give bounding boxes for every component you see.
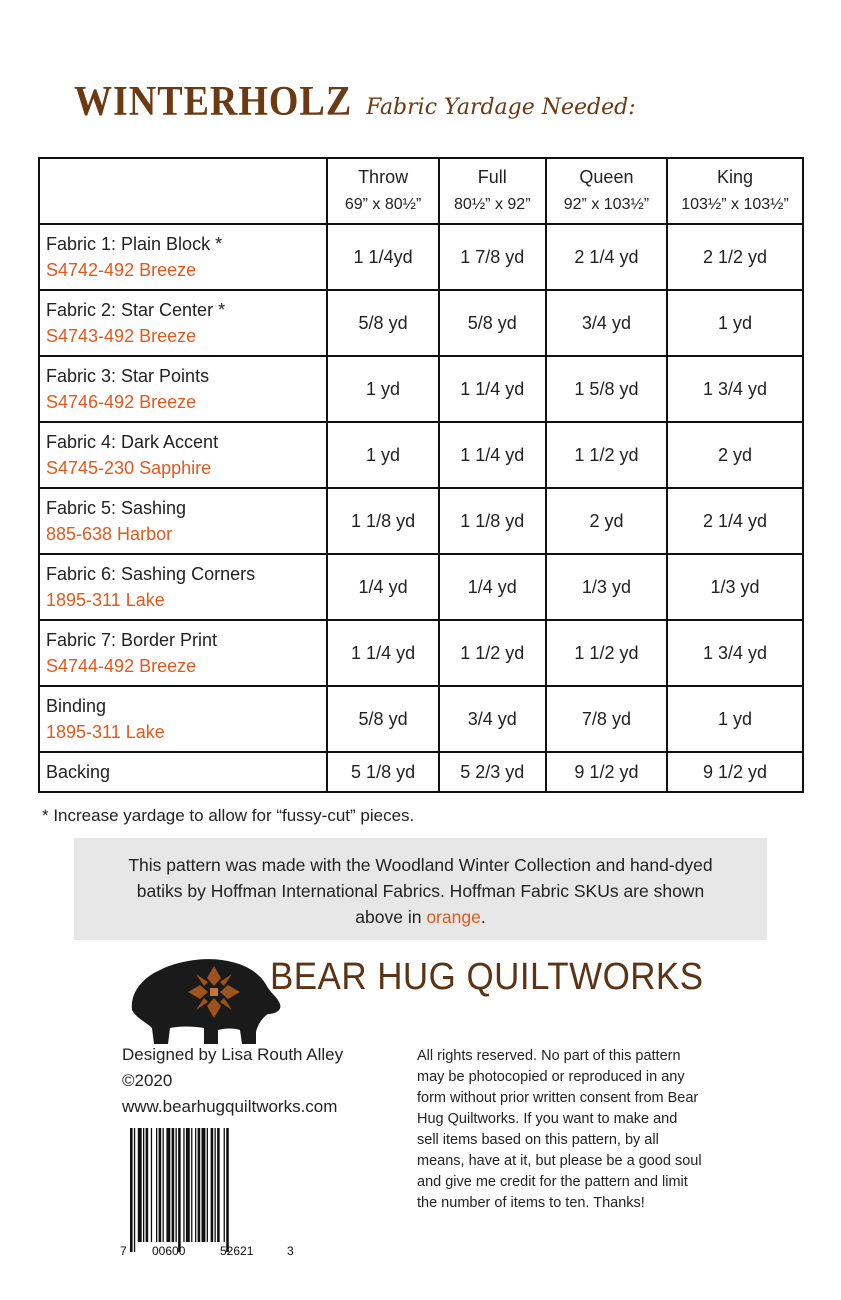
info-line-2: batiks by Hoffman International Fabrics. Hoffman Fabric SKUs are shown <box>136 881 705 901</box>
yardage-value: 1 1/2 yd <box>546 422 667 488</box>
yardage-value: 1 1/4 yd <box>327 620 438 686</box>
barcode-bar <box>146 1128 149 1242</box>
fabric-cell <box>39 488 327 554</box>
fabric-label: Fabric 6: Sashing Corners <box>46 564 256 584</box>
fabric-cell <box>39 290 327 356</box>
yardage-value: 1 1/8 yd <box>327 488 438 554</box>
info-line-1: This pattern was made with the Woodland Winter Collection and hand-dyed <box>128 855 713 875</box>
info-period: . <box>480 907 486 927</box>
designer: Designed by Lisa Routh Alley <box>122 1045 344 1064</box>
info-line-3: above in <box>355 907 427 927</box>
yardage-value: 9 1/2 yd <box>546 752 667 792</box>
yardage-value: 1/4 yd <box>327 554 438 620</box>
fabric-cell <box>39 422 327 488</box>
info-orange-word: orange <box>426 907 481 927</box>
fabric-sku: S4742-492 Breeze <box>46 260 197 280</box>
table-header-row <box>39 158 803 224</box>
yardage-value: 1 1/4 yd <box>439 422 546 488</box>
yardage-value: 1 yd <box>327 422 438 488</box>
fabric-label: Fabric 5: Sashing <box>46 498 187 518</box>
fabric-label: Fabric 3: Star Points <box>46 366 210 386</box>
barcode-icon <box>120 1128 295 1260</box>
table-row <box>39 554 803 620</box>
fabric-cell <box>39 686 327 752</box>
fabric-label: Backing <box>46 762 111 782</box>
barcode-bar <box>130 1128 133 1252</box>
yardage-value: 1 1/4 yd <box>439 356 546 422</box>
barcode-bar <box>191 1128 192 1242</box>
yardage-value: 1 3/4 yd <box>667 356 803 422</box>
barcode-bar <box>211 1128 214 1242</box>
fabric-sku: S4746-492 Breeze <box>46 392 197 412</box>
yardage-value: 5 2/3 yd <box>439 752 546 792</box>
table-row <box>39 686 803 752</box>
barcode-digits-2: 00600 <box>152 1244 186 1258</box>
header-king: King 103½” x 103½” <box>667 158 803 224</box>
fabric-label: Binding <box>46 696 107 716</box>
yardage-value: 1/3 yd <box>546 554 667 620</box>
copyright: ©2020 <box>122 1071 173 1090</box>
barcode-bar <box>217 1128 220 1242</box>
info-box <box>74 838 767 940</box>
yardage-value: 2 yd <box>667 422 803 488</box>
barcode-digit-4: 3 <box>287 1244 294 1258</box>
fabric-sku: S4745-230 Sapphire <box>46 458 212 478</box>
yardage-value: 9 1/2 yd <box>667 752 803 792</box>
fabric-cell <box>39 554 327 620</box>
yardage-value: 1 3/4 yd <box>667 620 803 686</box>
fabric-label: Fabric 4: Dark Accent <box>46 432 219 452</box>
header-throw: Throw 69” x 80½” <box>327 158 438 224</box>
yardage-value: 1 1/2 yd <box>546 620 667 686</box>
yardage-value: 3/4 yd <box>546 290 667 356</box>
footnote: * Increase yardage to allow for “fussy-cut” pieces. <box>42 806 415 825</box>
yardage-value: 1 yd <box>667 686 803 752</box>
header-full: Full 80½” x 92” <box>439 158 546 224</box>
barcode-bar <box>215 1128 216 1242</box>
barcode-bar <box>143 1128 144 1242</box>
barcode-bar <box>178 1128 181 1252</box>
yardage-value: 2 1/4 yd <box>667 488 803 554</box>
yardage-value: 1 5/8 yd <box>546 356 667 422</box>
barcode-digits-3: 52621 <box>220 1244 254 1258</box>
yardage-value: 2 yd <box>546 488 667 554</box>
credits <box>122 1042 343 1120</box>
fabric-label: Fabric 1: Plain Block * <box>46 234 223 254</box>
fabric-cell <box>39 224 327 290</box>
bear-logo-icon <box>122 948 282 1048</box>
company-name: BEAR HUG QUILTWORKS <box>270 956 704 998</box>
header-queen: Queen 92” x 103½” <box>546 158 667 224</box>
table-row <box>39 752 803 792</box>
table-row <box>39 356 803 422</box>
barcode-bar <box>207 1128 208 1242</box>
fabric-cell <box>39 620 327 686</box>
fabric-sku: 885-638 Harbor <box>46 524 173 544</box>
yardage-value: 5/8 yd <box>327 290 438 356</box>
barcode-bar <box>195 1128 196 1242</box>
header-blank <box>39 158 327 224</box>
barcode-bar <box>134 1128 135 1252</box>
barcode-bar <box>224 1128 225 1242</box>
barcode-bar <box>226 1128 229 1252</box>
barcode-bar <box>186 1128 190 1242</box>
table-row <box>39 290 803 356</box>
barcode-bar <box>166 1128 170 1242</box>
yardage-value: 2 1/2 yd <box>667 224 803 290</box>
yardage-table <box>38 157 804 793</box>
yardage-value: 1/4 yd <box>439 554 546 620</box>
barcode-bar <box>183 1128 184 1242</box>
yardage-value: 1 7/8 yd <box>439 224 546 290</box>
table-row <box>39 488 803 554</box>
yardage-value: 1 yd <box>667 290 803 356</box>
yardage-value: 5 1/8 yd <box>327 752 438 792</box>
yardage-value: 2 1/4 yd <box>546 224 667 290</box>
barcode-digit-1: 7 <box>120 1244 127 1258</box>
fabric-sku: 1895-311 Lake <box>46 590 165 610</box>
page-title <box>74 80 636 124</box>
fabric-sku: 1895-311 Lake <box>46 722 165 742</box>
yardage-value: 1 1/2 yd <box>439 620 546 686</box>
barcode-bar <box>159 1128 162 1242</box>
yardage-value: 1/3 yd <box>667 554 803 620</box>
yardage-value: 1 1/4yd <box>327 224 438 290</box>
yardage-value: 3/4 yd <box>439 686 546 752</box>
fabric-sku: S4743-492 Breeze <box>46 326 197 346</box>
brand-title: WINTERHOLZ <box>74 78 353 126</box>
yardage-value: 7/8 yd <box>546 686 667 752</box>
barcode-bar <box>163 1128 164 1242</box>
rights-notice: All rights reserved. No part of this pattern may be photocopied or reproduced in any form without prior written consent from Bear Hug Quiltworks. If you want to make and sell items based on this pattern, by all means, have at it, but please be a good soul and give me credit for the pattern and limit the number of items to ten. Thanks! <box>417 1048 702 1211</box>
yardage-value: 5/8 yd <box>439 290 546 356</box>
table-row <box>39 620 803 686</box>
table-row <box>39 224 803 290</box>
fabric-cell <box>39 356 327 422</box>
table-row <box>39 422 803 488</box>
yardage-value: 1 1/8 yd <box>439 488 546 554</box>
fabric-sku: S4744-492 Breeze <box>46 656 197 676</box>
barcode-bar <box>176 1128 177 1242</box>
barcode-bar <box>151 1128 152 1242</box>
fabric-label: Fabric 2: Star Center * <box>46 300 226 320</box>
website-link[interactable]: www.bearhugquiltworks.com <box>122 1097 338 1116</box>
fabric-label: Fabric 7: Border Print <box>46 630 218 650</box>
barcode-bar <box>172 1128 175 1242</box>
yardage-value: 5/8 yd <box>327 686 438 752</box>
fabric-cell <box>39 752 327 792</box>
barcode-bar <box>138 1128 142 1242</box>
barcode-bar <box>202 1128 206 1242</box>
subtitle: Fabric Yardage Needed: <box>366 95 636 120</box>
barcode-bar <box>198 1128 201 1242</box>
barcode-bar <box>156 1128 157 1242</box>
yardage-value: 1 yd <box>327 356 438 422</box>
